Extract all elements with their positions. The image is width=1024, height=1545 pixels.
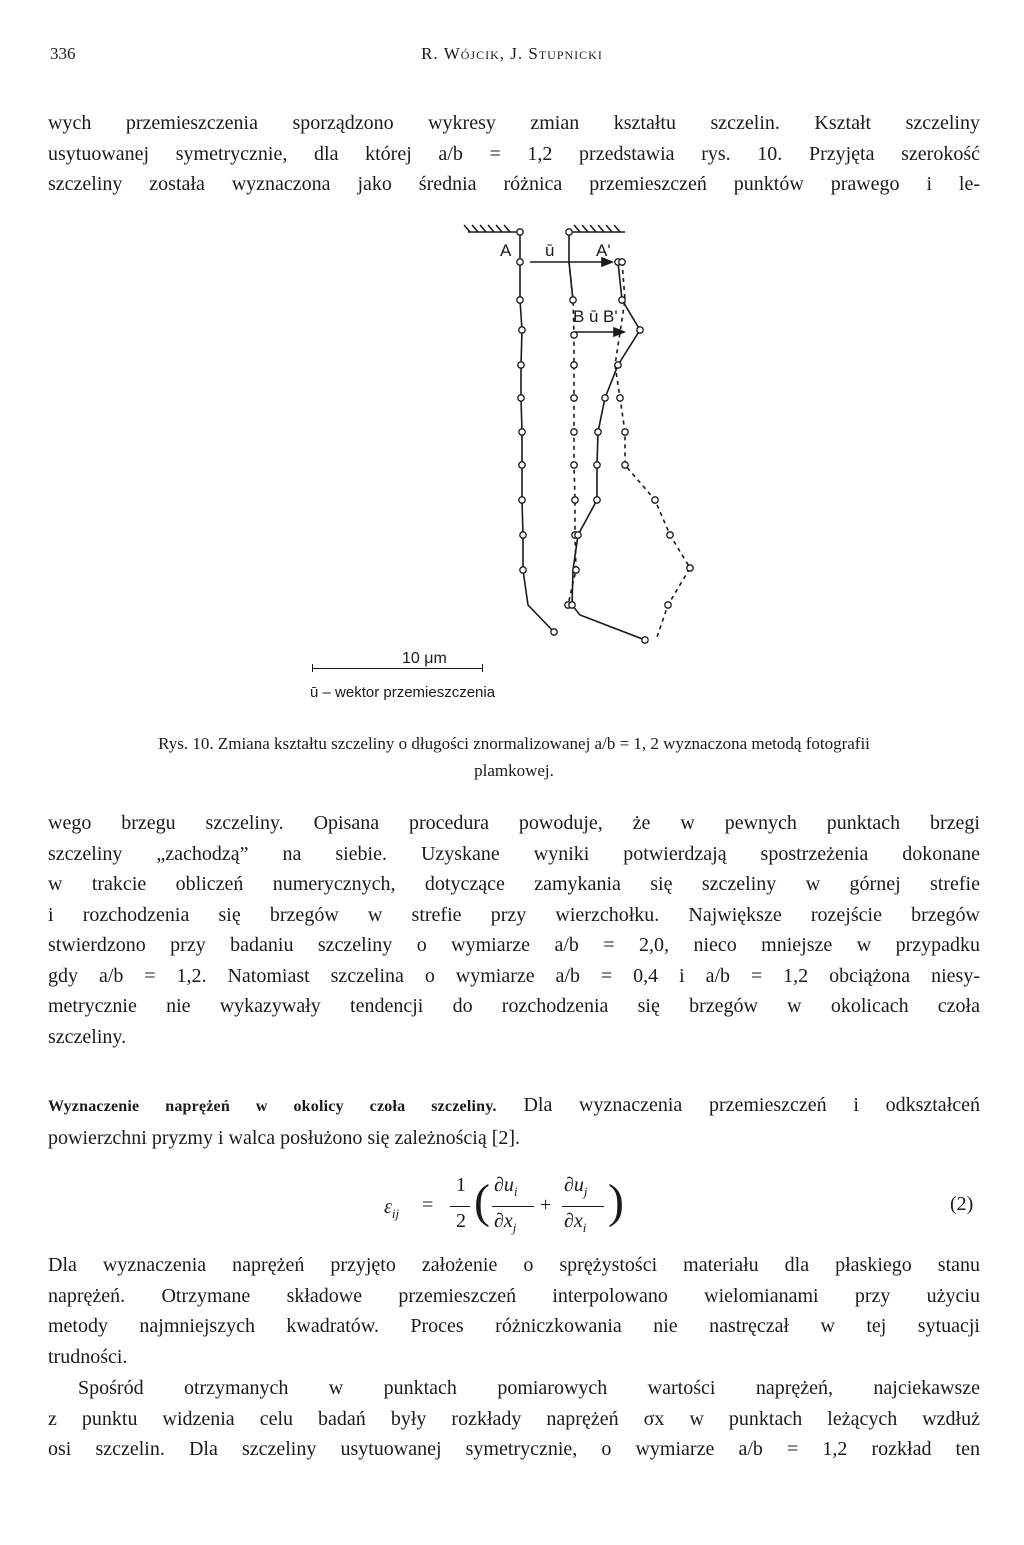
paragraph-3 — [48, 1090, 980, 1153]
p1-line-3: szczeliny została wyznaczona jako średnia różnica przemieszczeń punktów prawego i le- — [48, 173, 980, 195]
label-a: A — [500, 241, 512, 260]
equation-number: (2) — [950, 1193, 974, 1215]
eq-half-den: 2 — [456, 1210, 466, 1232]
equation-2 — [360, 1168, 680, 1248]
eq-equals: = — [422, 1194, 434, 1216]
eq-right-paren: ) — [608, 1175, 624, 1228]
paragraph-2 — [48, 808, 980, 1052]
hatch-right — [574, 225, 620, 232]
p4-line-2: naprężeń. Otrzymane składowe przemieszczeń interpolowano wielomianami przy użyciu — [48, 1284, 980, 1307]
p2-line-6: gdy a/b = 1,2. Natomiast szczelina o wymiarze a/b = 0,4 i a/b = 1,2 obciążona niesy- — [48, 964, 980, 987]
p5-line-3: osi szczelin. Dla szczeliny usytuowanej symetrycznie, o wymiarze a/b = 1,2 rozkład ten — [48, 1438, 980, 1460]
center-right-edge — [569, 232, 573, 300]
p2-line-7: metrycznie nie wykazywały tendencji do rozchodzenia się brzegów w okolicach czoła — [48, 995, 980, 1017]
figure-caption — [48, 730, 980, 784]
scale-bar-left-tick — [312, 664, 313, 672]
p2-line-3: w trakcie obliczeń numerycznych, dotyczące zamykania się szczeliny w górnej strefie — [48, 873, 980, 895]
label-b-prime: B' — [603, 307, 618, 326]
eq-t1-den: $\partial x_j$ — [494, 1210, 517, 1235]
scale-bar — [312, 668, 482, 669]
eq-t1-bar — [492, 1206, 534, 1207]
scale-bar-right-tick — [482, 664, 483, 672]
p4-line-4: trudności. — [48, 1345, 128, 1368]
eq-t2-bar — [562, 1206, 604, 1207]
p5-line-2: z punktu widzenia celu badań były rozkłady naprężeń σx w punktach leżących wzdłuż — [48, 1407, 980, 1430]
running-authors: R. Wójcik, J. Stupnicki — [421, 44, 603, 63]
p4-line-1: Dla wyznaczenia naprężeń przyjęto założenie o sprężystości materiału dla płaskiego stanu — [48, 1254, 980, 1276]
p1-line-1: wych przemieszczenia sporządzono wykresy zmian kształtu szczelin. Kształt szczeliny — [48, 112, 980, 134]
eq-plus: + — [540, 1194, 552, 1216]
arrowhead-mid — [614, 328, 624, 336]
p2-line-1: wego brzegu szczeliny. Opisana procedura powoduje, że w pewnych punktach brzegi — [48, 812, 980, 834]
p1-line-2: usytuowanej symetrycznie, dla której a/b = 1,2 przedstawia rys. 10. Przyjęta szerokość — [48, 142, 980, 165]
eq-t1-num: $\partial u_i$ — [494, 1174, 518, 1199]
paragraph-5 — [48, 1373, 980, 1465]
crack-shape-diagram — [440, 210, 720, 670]
scale-label: 10 μm — [402, 650, 447, 667]
eq-left-paren: ( — [474, 1175, 490, 1228]
label-u-mid: ū — [589, 307, 599, 326]
p2-line-2: szczeliny „zachodzą” na siebie. Uzyskane wyniki potwierdzają spostrzeżenia dokonane — [48, 842, 980, 865]
section-heading: Wyznaczenie naprężeń w okolicy czoła szczeliny. — [48, 1098, 497, 1115]
p3-line-2: powierzchni pryzmy i walca posłużono się zależnością [2]. — [48, 1126, 521, 1149]
eq-half-num: 1 — [456, 1174, 466, 1196]
p4-line-3: metody najmniejszych kwadratów. Proces różniczkowania nie nastręczał w tej sytuacji — [48, 1315, 980, 1337]
eq-lhs: $\varepsilon_{ij}$ — [384, 1196, 400, 1221]
label-u-top: ū — [545, 241, 555, 260]
caption-line-1: Rys. 10. Zmiana kształtu szczeliny o długości znormalizowanej a/b = 1, 2 wyznaczona metodą fotografii — [158, 734, 870, 753]
label-a-prime: A' — [596, 241, 611, 260]
p5-line-1: Spośród otrzymanych w punktach pomiarowych wartości naprężeń, najciekawsze — [78, 1377, 980, 1399]
page-number: 336 — [50, 44, 76, 63]
node-markers — [517, 229, 693, 643]
page-header — [0, 44, 1024, 74]
caption-line-2: plamkowej. — [474, 761, 554, 780]
p3-line-1 — [48, 1090, 980, 1123]
eq-t2-den: $\partial x_i$ — [564, 1210, 587, 1235]
paragraph-4 — [48, 1250, 980, 1372]
label-b: B — [573, 307, 585, 326]
eq-half-bar — [450, 1206, 470, 1207]
deformed-edge-dashed — [615, 262, 690, 640]
p3-line-1-rest: Dla wyznaczenia przemieszczeń i odkształceń — [496, 1094, 980, 1116]
figure-legend — [310, 650, 540, 710]
hatch-left — [464, 225, 510, 232]
legend-text: ū – wektor przemieszczenia — [310, 684, 496, 701]
p2-line-5: stwierdzono przy badaniu szczeliny o wymiarze a/b = 2,0, nieco mniejsze w przypadku — [48, 934, 980, 956]
p2-line-4: i rozchodzenia się brzegów w strefie przy wierzchołku. Największe rozejście brzegów — [48, 903, 980, 926]
paragraph-1 — [48, 108, 980, 200]
p2-line-8: szczeliny. — [48, 1025, 127, 1048]
eq-t2-num: $\partial u_j$ — [564, 1174, 588, 1199]
